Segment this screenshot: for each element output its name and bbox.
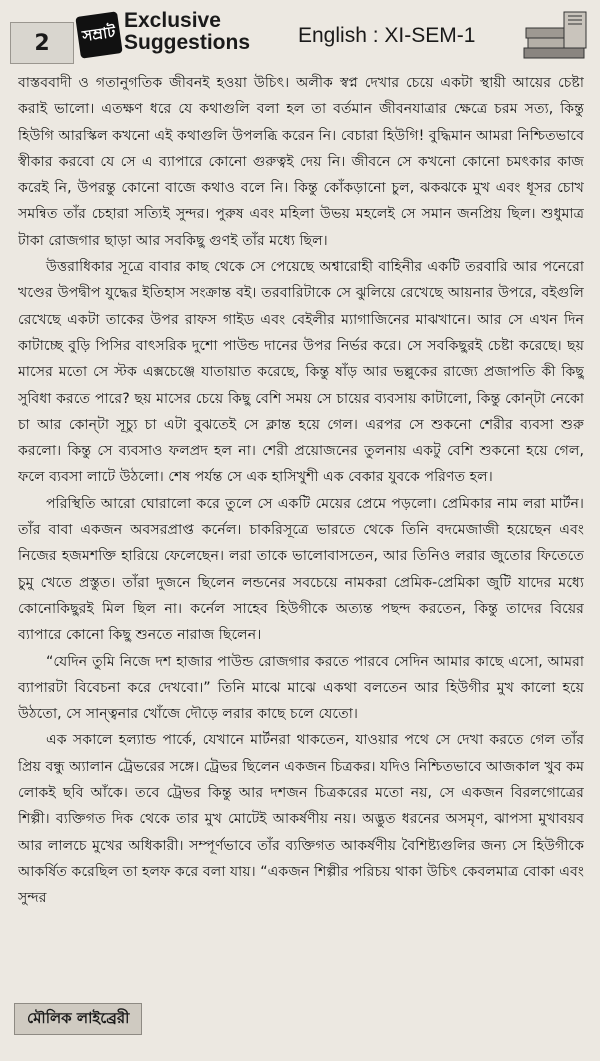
paragraph-5: এক সকালে হল্যান্ড পার্কে, যেখানে মার্টনরা থাকতেন, যাওয়ার পথে সে দেখা করতে গেল তাঁর প্রিয় বন্ধু অ্যালান ট্রেভরের সঙ্গে। ট্রেভর ছিলেন একজন চিত্রকর। যদিও নিশ্চিতভাবে আজকাল খুব কম লোকই ছবি আঁকে। তবে ট্রেভর কিন্তু আর দশজন চিত্রকরের মতো নয়, সে একজন বিরলগোত্রের শিল্পী। ব্যক্তিগত দিক থেকে তার মুখ মোটেই আকর্ষণীয় নয়। অদ্ভুত ধরনের অসমৃণ, ঝাপসা মুখাবয়ব আর লালচে মুখের অধিকারী। সম্পূর্ণভাবে তাঁর ব্যক্তিগত আকর্ষণীয় বৈশিষ্ট্যগুলির জন্য সে হিউগীকে আকর্ষিত করেছিল তা হলফ করে বলা যায়। “একজন শিল্পীর পরিচয় থাকা উচিৎ কেবলমাত্র বোকা এবং সুন্দর xyxy=(18,732,584,907)
brand-title xyxy=(124,10,250,54)
article-body xyxy=(18,70,584,1000)
brand-line-1: Exclusive xyxy=(124,9,221,32)
page-header xyxy=(0,0,600,68)
brand-line-2: Suggestions xyxy=(124,31,251,54)
subject-label: English : XI-SEM-1 xyxy=(298,24,476,47)
paragraph-3: পরিস্থিতি আরো ঘোরালো করে তুলে সে একটি মেয়ের প্রেমে পড়লো। প্রেমিকার নাম লরা মার্টন। তাঁর বাবা একজন অবসরপ্রাপ্ত কর্নেল। চাকরিসূত্রে ভারতে থেকে তিনি বদমেজাজী হয়েছেন এবং নিজের হজমশক্তি হারিয়ে ফেলেছেন। লরা তাকে ভালোবাসতেন, আর তিনিও লরার জুতোর ফিতেতে চুমু খেতে প্রস্তুত। তাঁরা দুজনে ছিলেন লন্ডনের সবচেয়ে নামকরা প্রেমিক-প্রেমিকা জুটি যাদের মধ্যে কোনোকিছুরই মিল ছিল না। কর্নেল সাহেব হিউগীকে অত্যন্ত পছন্দ করতেন, কিন্তু তাদের বিয়ের ব্যাপারে কোনো কিছু শুনতে নারাজ ছিলেন। xyxy=(18,495,584,644)
page-number: 2 xyxy=(10,22,74,64)
books-icon xyxy=(520,10,592,64)
paragraph-2: উত্তরাধিকার সূত্রে বাবার কাছ থেকে সে পেয়েছে অশ্বারোহী বাহিনীর একটি তরবারি আর পনেরো খণ্ডের উপদ্বীপ যুদ্ধের ইতিহাস সংক্রান্ত বই। তরবারিটাকে সে ঝুলিয়ে রেখেছে আয়নার উপরে, বইগুলি রেখেছে একটা তাকের উপর রাফস গাইড এবং বেইলীর ম্যাগাজিনের মাঝখানে। আর সে এখন দিন কাটাচ্ছে বুড়ি পিসির বাৎসরিক দুশো পাউন্ড দানের উপর নির্ভর করে। সে সবকিছুরই চেষ্টা করেছে। ছয় মাসের মতো সে স্টক এক্সচেঞ্জে যাতায়াত করেছে, কিন্তু ষাঁড় আর ভল্লুকের রাজ্যে প্রজাপতি কী কিছু সুবিধা করতে পারে? ছয় মাসের চেয়ে কিছু বেশি সময় সে চায়ের ব্যবসায় কাটালো, কিন্তু কোন্‌টা নেকো চা আর কোন্‌টা সূচ্যু চা এটা বুঝতেই সে ক্লান্ত হয়ে গেল। এরপর সে শুকনো শেরীর ব্যবসা শুরু করলো। কিন্তু সে ব্যবসাও ফলপ্রদ হল না। শেরী প্রয়োজনের তুলনায় একটু বেশি শুকনো হয়ে গেল, ফলে ব্যবসা লাটে উঠলো। শেষ পর্যন্ত সে এক হাসিখুশী এক বেকার যুবকে পরিণত হল। xyxy=(18,259,584,486)
samrat-logo: সম্রাট xyxy=(75,11,122,58)
publisher-badge: মৌলিক লাইব্রেরী xyxy=(14,1003,142,1035)
paragraph-1: বাস্তববাদী ও গতানুগতিক জীবনই হওয়া উচিৎ। অলীক স্বপ্ন দেখার চেয়ে একটা স্থায়ী আয়ের চেষ্টা করাই ভালো। এতক্ষণ ধরে যে কথাগুলি বলা হল তা বর্তমান জীবনযাত্রার ক্ষেত্রে চরম সত্য, কিন্তু হিউগি আরস্কিল কখনো এই কথাগুলি উপলব্ধি করেন নি। বেচারা হিউগি! বুদ্ধিমান আমরা নিশ্চিতভাবে স্বীকার করবো যে সে এ ব্যাপারে কোনো গুরুত্বই দেয় নি। জীবনে সে কখনো কোনো চমৎকার কাজ করেই নি, উপরন্তু কোনো বাজে কথাও বলে নি। কিন্তু কোঁকড়ানো চুল, ঝকঝকে মুখ এবং ধূসর চোখ সমন্বিত তাঁর চেহারা সত্যিই সুন্দর। পুরুষ এবং মহিলা উভয় মহলেই সে সমান জনপ্রিয় ছিল। শুধুমাত্র টাকা রোজগার ছাড়া আর সবকিছু গুণই তাঁর মধ্যে ছিল। xyxy=(18,75,584,249)
paragraph-4: “যেদিন তুমি নিজে দশ হাজার পাউন্ড রোজগার করতে পারবে সেদিন আমার কাছে এসো, আমরা ব্যাপারটা বিবেচনা করে দেখবো।” তিনি মাঝে মাঝে একথা বলতেন আর হিউগীর মুখ কালো হয়ে উঠতো, সে সান্ত্বনার খোঁজে দৌড়ে লরার কাছে চলে যেতো। xyxy=(18,653,584,723)
